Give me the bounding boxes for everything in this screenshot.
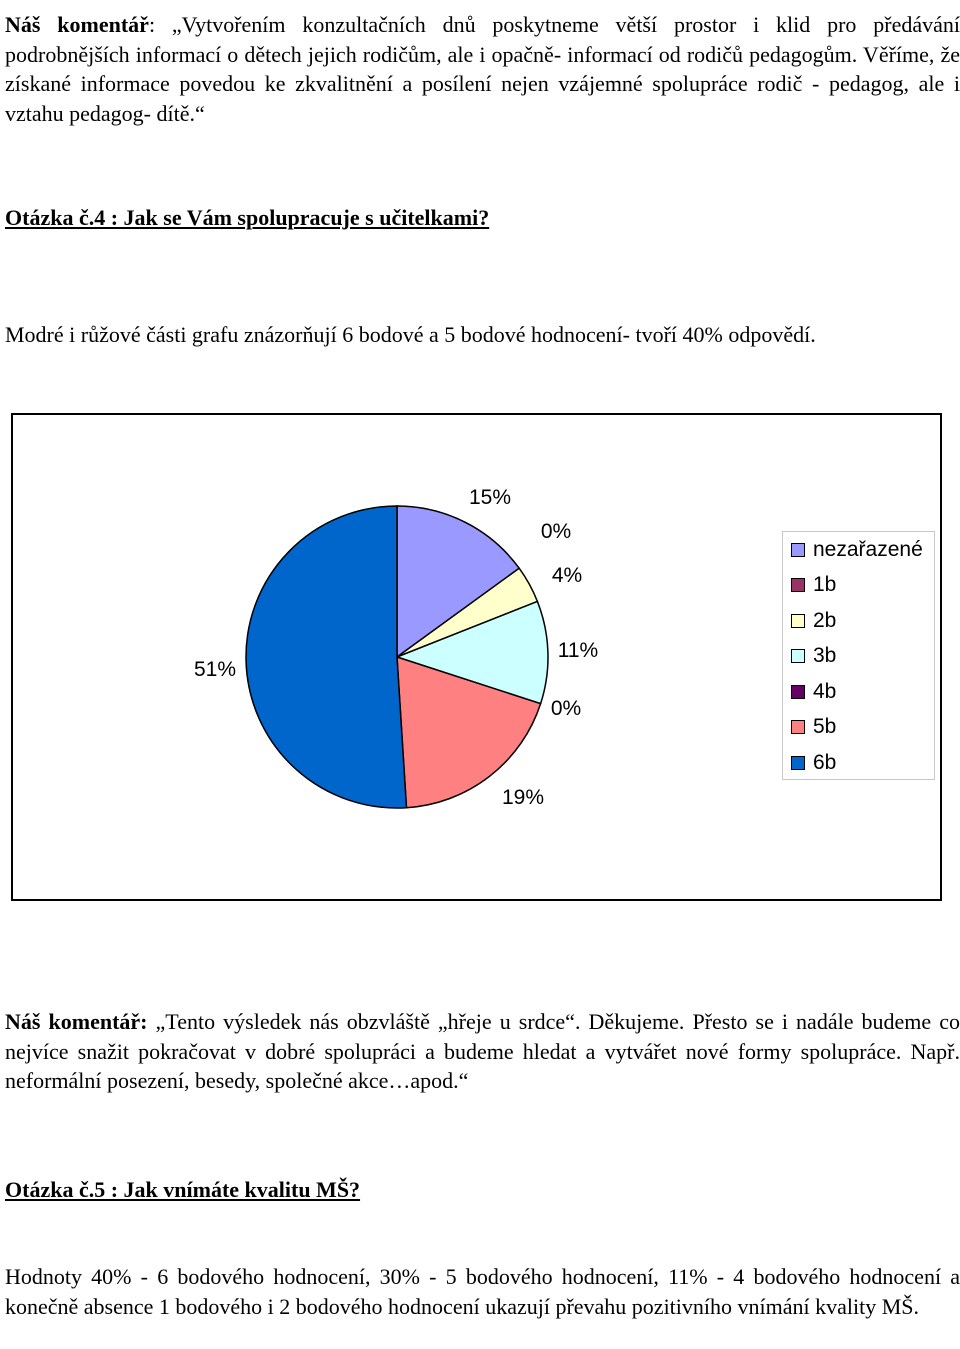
pie-data-label: 11% <box>557 639 599 662</box>
legend-swatch <box>791 543 805 557</box>
legend-label: 6b <box>813 751 837 774</box>
legend-swatch <box>791 649 805 663</box>
legend-label: 3b <box>813 644 837 667</box>
legend-swatch <box>791 756 805 770</box>
legend-item-3b <box>791 641 836 671</box>
pie-data-label: 51% <box>193 658 237 681</box>
legend-item-4b <box>791 677 836 707</box>
legend-swatch <box>791 685 805 699</box>
pie-data-label: 0% <box>540 520 572 543</box>
legend-label: 5b <box>813 715 837 738</box>
pie-data-label: 4% <box>551 564 583 587</box>
legend-item-1b <box>791 570 836 600</box>
pie-data-label: 0% <box>550 697 582 720</box>
legend-label: 2b <box>813 609 837 632</box>
comment-2-text: „Tento výsledek nás obzvláště „hřeje u srdce“. Děkujeme. Přesto se i nadále budeme co nejvíce snažit pokračovat v dobré spolupráci a budeme hledat a vytvářet nové formy spolupráce. Např. neformální posezení, besedy, společné akce…apod.“ <box>5 1009 960 1093</box>
question-4-intro: Modré i růžové části grafu znázorňují 6 bodové a 5 bodové hodnocení- tvoří 40% odpovědí. <box>5 322 816 347</box>
legend-swatch <box>791 578 805 592</box>
question-5-intro: Hodnoty 40% - 6 bodového hodnocení, 30% - 5 bodového hodnocení, 11% - 4 bodového hodnocení a konečně absence 1 bodového i 2 bodového hodnocení ukazují převahu pozitivního vnímání kvality MŠ. <box>5 1264 960 1319</box>
legend-swatch <box>791 720 805 734</box>
comment-1-label: Náš komentář <box>5 12 149 37</box>
legend-item-5b <box>791 712 836 742</box>
legend-item-nezarazene <box>791 535 923 565</box>
pie-data-label: 15% <box>468 486 512 509</box>
chart-legend <box>782 531 935 780</box>
comment-2 <box>5 1007 960 1096</box>
pie-data-label: 19% <box>501 786 545 809</box>
legend-label: 1b <box>813 573 837 596</box>
comment-1-text: : „Vytvořením konzultačních dnů poskytneme větší prostor i klid pro předávání podrobnějších informací o dětech jejich rodičům, ale i opačně- informací od rodičů pedagogům. Věříme, že získané informace povedou ke zkvalitnění a posílení nejen vzájemné spolupráce rodič - pedagog, ale i vztahu pedagog- dítě.“ <box>5 12 960 126</box>
pie-slice-6b <box>246 506 406 808</box>
legend-label: 4b <box>813 680 837 703</box>
legend-swatch <box>791 614 805 628</box>
comment-2-label: Náš komentář: <box>5 1009 148 1034</box>
question-5-heading: Otázka č.5 : Jak vnímáte kvalitu MŠ? <box>5 1177 361 1202</box>
legend-item-2b <box>791 606 836 636</box>
legend-item-6b <box>791 748 836 778</box>
legend-label: nezařazené <box>813 538 923 561</box>
question-4-heading: Otázka č.4 : Jak se Vám spolupracuje s učitelkami? <box>5 205 490 230</box>
